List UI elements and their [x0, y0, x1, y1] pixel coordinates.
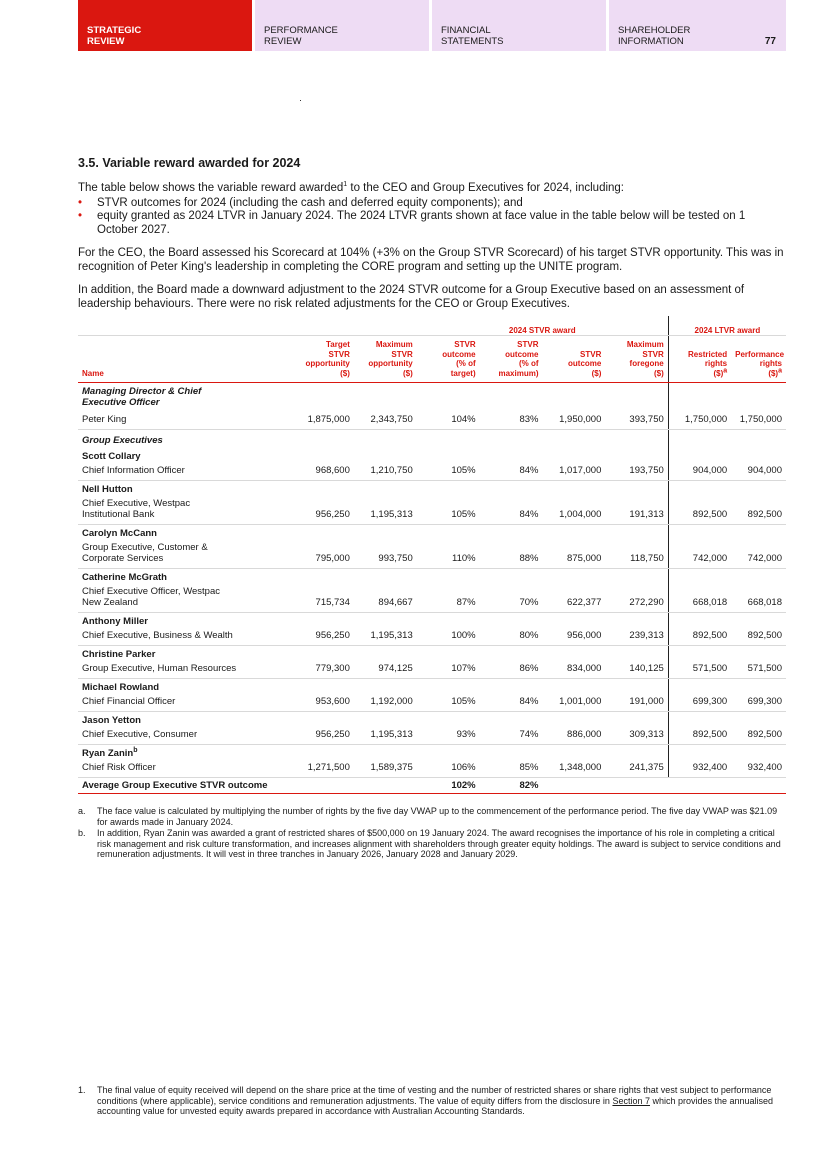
tab-label-line1: FINANCIAL: [441, 25, 491, 36]
tab-label-line1: SHAREHOLDER: [618, 25, 691, 36]
cell-target: 956,250: [291, 498, 354, 525]
cell-restricted: 742,000: [668, 542, 731, 569]
col-outcome-dollar: STVR outcome ($): [543, 336, 606, 383]
cell-performance: 699,300: [731, 696, 786, 712]
section-7-link[interactable]: Section 7: [612, 1095, 650, 1106]
cell-restricted: 892,500: [668, 729, 731, 745]
average-label: Average Group Executive STVR outcome: [78, 778, 291, 794]
cell-foregone: 191,000: [605, 696, 668, 712]
exec-role: Chief Risk Officer: [78, 762, 291, 778]
cell-pct-target: 105%: [417, 696, 480, 712]
tab-strategic-review[interactable]: [78, 0, 252, 51]
blank-cell: [78, 316, 291, 336]
blank-cell: [354, 316, 417, 336]
cell-pct-max: 84%: [480, 696, 543, 712]
section-nav: [78, 0, 786, 51]
exec-name: Jason Yetton: [82, 715, 141, 726]
average-row: [78, 778, 786, 794]
exec-name-row: [78, 679, 786, 697]
section-label: Group Executives: [82, 435, 163, 446]
table-row: [78, 498, 786, 525]
cell-target: 795,000: [291, 542, 354, 569]
table-row: [78, 410, 786, 430]
footnote-text: The final value of equity received will depend on the share price at the time of vesting and the number of restricted shares or share rights that vest subject to performance conditions (where applicable), service conditions and remuneration adjustments. The value of equity differs from the disclosure in Section 7 which provides the annualised accounting value for unvested equity awards prepared in accordance with Australian Accounting Standards.: [97, 1085, 774, 1116]
main-content: [78, 156, 786, 861]
exec-name: Nell Hutton: [82, 484, 133, 495]
cell-foregone: 191,313: [605, 498, 668, 525]
col-outcome-pct-target: STVR outcome (% of target): [417, 336, 480, 383]
exec-role: Chief Information Officer: [78, 465, 291, 481]
table-row: [78, 729, 786, 745]
cell-performance: 904,000: [731, 465, 786, 481]
col-outcome-pct-max: STVR outcome (% of maximum): [480, 336, 543, 383]
cell-pct-max: 84%: [480, 498, 543, 525]
cell-foregone: 118,750: [605, 542, 668, 569]
exec-name: Catherine McGrath: [82, 572, 167, 583]
table-row: [78, 630, 786, 646]
cell-restricted: 932,400: [668, 762, 731, 778]
cell-max: 1,192,000: [354, 696, 417, 712]
exec-role: Chief Executive, Business & Wealth: [78, 630, 291, 646]
cell-outcome: 1,004,000: [543, 498, 606, 525]
cell-performance: 892,500: [731, 729, 786, 745]
cell-outcome: 1,950,000: [543, 410, 606, 430]
intro-before: The table below shows the variable reward awarded: [78, 182, 344, 194]
exec-name: Ryan Zanin$^b$: [82, 746, 138, 759]
cell-performance: 742,000: [731, 542, 786, 569]
bullet-item: • STVR outcomes for 2024 (including the cash and deferred equity components); and: [78, 197, 786, 211]
exec-name-row: [78, 613, 786, 631]
cell-pct-target: 100%: [417, 630, 480, 646]
cell-max: 1,589,375: [354, 762, 417, 778]
col-name: Name: [78, 336, 291, 383]
tab-label-line2: INFORMATION: [618, 36, 684, 47]
cell-outcome: 1,017,000: [543, 465, 606, 481]
tab-label-line1: PERFORMANCE: [264, 25, 338, 36]
cell-outcome: 956,000: [543, 630, 606, 646]
cell-outcome: 875,000: [543, 542, 606, 569]
exec-name-row: [78, 712, 786, 730]
exec-role: Group Executive, Customer & Corporate Services: [78, 542, 291, 569]
note-a: [78, 806, 786, 827]
cell-target: 968,600: [291, 465, 354, 481]
note-ref[interactable]: b: [133, 746, 138, 754]
cell-restricted: 699,300: [668, 696, 731, 712]
tab-label-line2: REVIEW: [87, 36, 125, 47]
cell-pct-max: 88%: [480, 542, 543, 569]
average-pct-max: 82%: [480, 778, 543, 794]
cell-performance: 1,750,000: [731, 410, 786, 430]
variable-reward-table: [78, 316, 786, 794]
cell-pct-target: 87%: [417, 586, 480, 613]
cell-target: 715,734: [291, 586, 354, 613]
cell-target: 956,250: [291, 729, 354, 745]
cell-max: 1,195,313: [354, 729, 417, 745]
cell-target: 956,250: [291, 630, 354, 646]
cell-max: 993,750: [354, 542, 417, 569]
cell-max: 1,195,313: [354, 630, 417, 646]
exec-name-row: [78, 745, 786, 763]
section-row-group-executives: [78, 430, 786, 449]
cell-pct-max: 85%: [480, 762, 543, 778]
exec-name: Scott Collary: [82, 451, 141, 462]
intro-after: to the CEO and Group Executives for 2024, including:: [347, 182, 625, 194]
cell-restricted: 904,000: [668, 465, 731, 481]
section-row-ceo: [78, 383, 786, 411]
tab-label-line2: STATEMENTS: [441, 36, 504, 47]
cell-foregone: 241,375: [605, 762, 668, 778]
cell-pct-target: 107%: [417, 663, 480, 679]
table-row: [78, 542, 786, 569]
cell-outcome: 1,001,000: [543, 696, 606, 712]
page-number: 77: [764, 36, 776, 47]
stvr-group-header: 2024 STVR award: [417, 316, 669, 336]
cell-performance: 932,400: [731, 762, 786, 778]
cell-foregone: 140,125: [605, 663, 668, 679]
cell-foregone: 393,750: [605, 410, 668, 430]
footnote-label: 1.: [78, 1085, 86, 1095]
table-row: [78, 465, 786, 481]
cell-max: 1,195,313: [354, 498, 417, 525]
cell-pct-max: 83%: [480, 410, 543, 430]
ltvr-group-header: 2024 LTVR award: [668, 316, 786, 336]
cell-pct-max: 74%: [480, 729, 543, 745]
table-notes: [78, 806, 786, 860]
cell-restricted: 892,500: [668, 630, 731, 646]
cell-max: 2,343,750: [354, 410, 417, 430]
exec-role: Chief Financial Officer: [78, 696, 291, 712]
exec-name: Christine Parker: [82, 649, 156, 660]
cell-foregone: 239,313: [605, 630, 668, 646]
cell-outcome: 622,377: [543, 586, 606, 613]
cell-foregone: 193,750: [605, 465, 668, 481]
column-header-row: [78, 336, 786, 383]
note-text: In addition, Ryan Zanin was awarded a grant of restricted shares of $500,000 on 19 January 2024. The award recognises the importance of his role in completing a critical risk management and risk culture transformation, and increases alignment with shareholders through greater equity holdings. The award is subject to service conditions and remuneration adjustments. It will vest in three tranches in January 2026, January 2028 and January 2029.: [97, 828, 781, 859]
adjustment-paragraph: In addition, the Board made a downward adjustment to the 2024 STVR outcome for a Group Executive based on an assessment of leadership behaviours. There were no risk related adjustments for the CEO or Group Executives.: [78, 284, 745, 310]
section-title: 3.5. Variable reward awarded for 2024: [78, 156, 301, 170]
cell-outcome: 834,000: [543, 663, 606, 679]
tab-shareholder-information[interactable]: [609, 0, 786, 51]
cell-pct-target: 106%: [417, 762, 480, 778]
exec-role: Chief Executive, Consumer: [78, 729, 291, 745]
cell-target: 779,300: [291, 663, 354, 679]
cell-restricted: 668,018: [668, 586, 731, 613]
bullet-item: • equity granted as 2024 LTVR in January 2024. The 2024 LTVR grants shown at face value in the table below will be tested on 1 October 2027.: [78, 210, 786, 237]
exec-name-row: [78, 481, 786, 499]
cell-pct-max: 84%: [480, 465, 543, 481]
cell-max: 894,667: [354, 586, 417, 613]
exec-name-row: [78, 448, 786, 465]
average-pct-target: 102%: [417, 778, 480, 794]
cell-pct-target: 104%: [417, 410, 480, 430]
exec-name: Michael Rowland: [82, 682, 160, 693]
exec-name: Peter King: [78, 410, 291, 430]
cell-target: 1,271,500: [291, 762, 354, 778]
footnote-ref[interactable]: 1: [343, 181, 348, 189]
cell-target: 1,875,000: [291, 410, 354, 430]
exec-role: Chief Executive, Westpac Institutional Bank: [78, 498, 291, 525]
cell-pct-target: 93%: [417, 729, 480, 745]
note-text: The face value is calculated by multiplying the number of rights by the five day VWAP up to the commencement of the performance period. The five day VWAP was $21.09 for awards made in January 2024.: [97, 806, 778, 827]
cell-pct-target: 110%: [417, 542, 480, 569]
exec-name-row: [78, 525, 786, 543]
cell-outcome: 886,000: [543, 729, 606, 745]
tab-financial-statements[interactable]: [432, 0, 606, 51]
page-footnote: [78, 1085, 786, 1117]
cell-performance: 892,500: [731, 498, 786, 525]
exec-name-row: [78, 569, 786, 587]
table-row: [78, 762, 786, 778]
cell-max: 974,125: [354, 663, 417, 679]
tab-label-line1: STRATEGIC: [87, 25, 142, 36]
tab-performance-review[interactable]: [255, 0, 429, 51]
cell-pct-target: 105%: [417, 465, 480, 481]
cell-restricted: 571,500: [668, 663, 731, 679]
cell-outcome: 1,348,000: [543, 762, 606, 778]
table-row: [78, 586, 786, 613]
cell-pct-target: 105%: [417, 498, 480, 525]
table-row: [78, 663, 786, 679]
note-label: b.: [78, 828, 86, 838]
tab-label-line2: REVIEW: [264, 36, 302, 47]
cell-performance: 892,500: [731, 630, 786, 646]
cell-pct-max: 80%: [480, 630, 543, 646]
cell-target: 953,600: [291, 696, 354, 712]
stray-dot: [300, 100, 301, 101]
cell-foregone: 309,313: [605, 729, 668, 745]
cell-restricted: 892,500: [668, 498, 731, 525]
cell-restricted: 1,750,000: [668, 410, 731, 430]
group-header-row: [78, 316, 786, 336]
exec-name-row: [78, 646, 786, 664]
note-label: a.: [78, 806, 86, 816]
exec-name: Carolyn McCann: [82, 528, 157, 539]
col-performance-rights: Performance rights ($)$^a$: [731, 336, 786, 383]
table-row: [78, 696, 786, 712]
blank-cell: [291, 316, 354, 336]
exec-role: Group Executive, Human Resources: [78, 663, 291, 679]
exec-name: Anthony Miller: [82, 616, 148, 627]
col-target-stvr: Target STVR opportunity ($): [291, 336, 354, 383]
col-restricted-rights: Restricted rights ($)$^a$: [668, 336, 731, 383]
cell-pct-max: 70%: [480, 586, 543, 613]
section-label: Managing Director & Chief Executive Officer: [82, 386, 202, 408]
intro-text: [78, 182, 786, 196]
cell-performance: 571,500: [731, 663, 786, 679]
bullet-list: [78, 197, 786, 238]
ceo-paragraph: For the CEO, the Board assessed his Scorecard at 104% (+3% on the Group STVR Scorecard) of his target STVR opportunity. This was in recognition of Peter King's leadership in completing the CORE program and setting up the UNITE program.: [78, 247, 784, 273]
cell-performance: 668,018: [731, 586, 786, 613]
cell-foregone: 272,290: [605, 586, 668, 613]
col-foregone: Maximum STVR foregone ($): [605, 336, 668, 383]
cell-max: 1,210,750: [354, 465, 417, 481]
cell-pct-max: 86%: [480, 663, 543, 679]
note-b: [78, 828, 786, 860]
exec-role: Chief Executive Officer, Westpac New Zealand: [78, 586, 291, 613]
col-max-stvr: Maximum STVR opportunity ($): [354, 336, 417, 383]
